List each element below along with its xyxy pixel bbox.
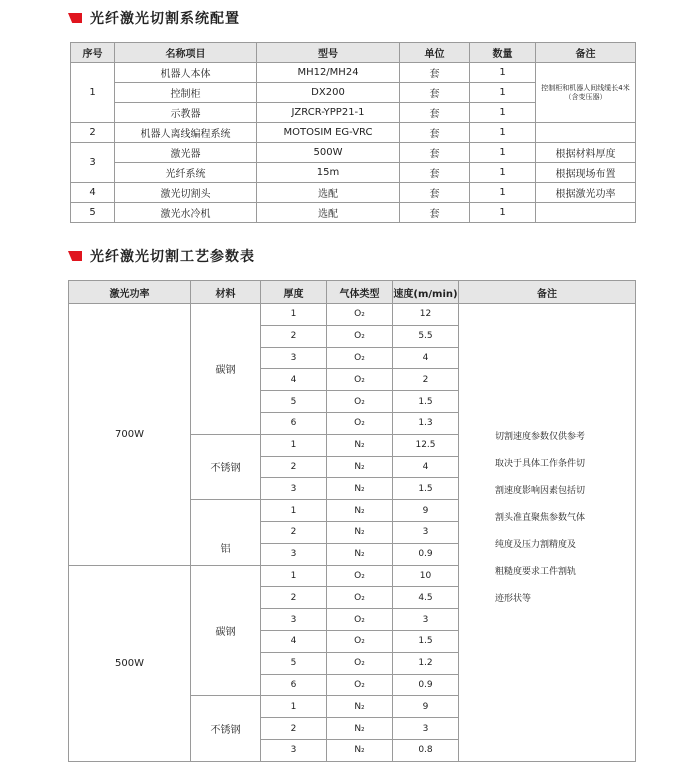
row-name: 机器人本体 — [115, 63, 257, 83]
row-qty: 1 — [470, 63, 536, 83]
cell-speed: 1.5 — [393, 391, 459, 413]
row-no: 5 — [71, 203, 115, 223]
cell-speed: 10 — [393, 565, 459, 587]
cell-gas: O₂ — [327, 347, 393, 369]
cell-thickness: 5 — [261, 391, 327, 413]
cell-speed: 0.9 — [393, 543, 459, 565]
cell-thickness: 6 — [261, 674, 327, 696]
cell-thickness: 1 — [261, 565, 327, 587]
remark-line: 粗糙度要求工件割轨 — [495, 567, 577, 577]
cell-speed: 1.2 — [393, 652, 459, 674]
note-line: （含变压器） — [564, 92, 607, 101]
config-title-text: 光纤激光切割系统配置 — [90, 11, 240, 27]
row-note: 根据激光功率 — [536, 183, 636, 203]
cell-thickness: 3 — [261, 347, 327, 369]
cell-gas: N₂ — [327, 739, 393, 761]
table-row — [71, 203, 636, 223]
row-name: 光纤系统 — [115, 163, 257, 183]
cell-thickness: 2 — [261, 456, 327, 478]
remark-line: 割头准直聚焦参数气体 — [495, 513, 586, 523]
material-stainless-500: 不锈钢 — [191, 696, 261, 761]
cell-speed: 0.9 — [393, 674, 459, 696]
row-note: 根据材料厚度 — [536, 143, 636, 163]
remark-line: 割速度影响因素包括切 — [495, 486, 586, 496]
header-unit: 单位 — [400, 43, 470, 63]
note-line: 控制柜和机器人间线缆长4米 — [541, 83, 630, 92]
cell-gas: O₂ — [327, 609, 393, 631]
cell-speed: 4.5 — [393, 587, 459, 609]
remark-cell — [459, 304, 636, 762]
cell-speed: 2 — [393, 369, 459, 391]
power-500: 500W — [69, 565, 191, 761]
header-speed: 速度(m/min) — [393, 281, 459, 304]
row-unit: 套 — [400, 63, 470, 83]
row-no: 2 — [71, 123, 115, 143]
config-table — [70, 42, 636, 223]
row-name: 机器人离线编程系统 — [115, 123, 257, 143]
header-remark: 备注 — [459, 281, 636, 304]
table-row — [71, 63, 636, 83]
row-note — [536, 63, 636, 123]
cell-speed: 4 — [393, 347, 459, 369]
table-row — [71, 183, 636, 203]
header-model: 型号 — [257, 43, 400, 63]
cell-speed: 12.5 — [393, 434, 459, 456]
row-model: 选配 — [257, 203, 400, 223]
remark-line: 取决于具体工作条件切 — [495, 459, 586, 469]
table-row — [71, 143, 636, 163]
row-note — [536, 123, 636, 143]
header-material: 材料 — [191, 281, 261, 304]
row-model: 15m — [257, 163, 400, 183]
process-title-text: 光纤激光切割工艺参数表 — [90, 249, 255, 265]
row-name: 控制柜 — [115, 83, 257, 103]
row-model: MOTOSIM EG-VRC — [257, 123, 400, 143]
row-qty: 1 — [470, 183, 536, 203]
row-model: JZRCR-YPP21-1 — [257, 103, 400, 123]
cell-thickness: 3 — [261, 543, 327, 565]
header-power: 激光功率 — [69, 281, 191, 304]
header-qty: 数量 — [470, 43, 536, 63]
material-stainless-700: 不锈钢 — [191, 434, 261, 499]
cell-thickness: 3 — [261, 609, 327, 631]
cell-thickness: 1 — [261, 434, 327, 456]
row-unit: 套 — [400, 183, 470, 203]
row-unit: 套 — [400, 103, 470, 123]
material-aluminum-label: 铝 — [220, 543, 231, 555]
cell-speed: 1.5 — [393, 478, 459, 500]
cell-gas: O₂ — [327, 652, 393, 674]
row-model: 500W — [257, 143, 400, 163]
cell-gas: O₂ — [327, 565, 393, 587]
material-aluminum-700 — [191, 500, 261, 565]
row-note: 根据现场布置 — [536, 163, 636, 183]
cell-gas: N₂ — [327, 521, 393, 543]
table-row — [69, 304, 636, 326]
cell-gas: N₂ — [327, 478, 393, 500]
row-name: 示教器 — [115, 103, 257, 123]
row-unit: 套 — [400, 203, 470, 223]
cell-gas: N₂ — [327, 718, 393, 740]
red-marker-icon — [68, 251, 82, 261]
row-qty: 1 — [470, 83, 536, 103]
process-header-row — [69, 281, 636, 304]
cell-gas: O₂ — [327, 304, 393, 326]
cell-gas: O₂ — [327, 412, 393, 434]
config-section-title — [68, 8, 240, 28]
red-marker-icon — [68, 13, 82, 23]
row-unit: 套 — [400, 123, 470, 143]
cell-speed: 1.3 — [393, 412, 459, 434]
cell-speed: 3 — [393, 718, 459, 740]
remark-line: 迹形状等 — [495, 594, 532, 604]
row-no: 1 — [71, 63, 115, 123]
row-qty: 1 — [470, 143, 536, 163]
cell-gas: N₂ — [327, 434, 393, 456]
process-table — [68, 280, 636, 762]
row-name: 激光器 — [115, 143, 257, 163]
cell-thickness: 3 — [261, 478, 327, 500]
cell-gas: O₂ — [327, 391, 393, 413]
row-no: 3 — [71, 143, 115, 183]
row-model: 选配 — [257, 183, 400, 203]
cell-speed: 9 — [393, 500, 459, 522]
row-qty: 1 — [470, 203, 536, 223]
cell-speed: 4 — [393, 456, 459, 478]
cell-speed: 9 — [393, 696, 459, 718]
cell-gas: N₂ — [327, 456, 393, 478]
cell-thickness: 1 — [261, 696, 327, 718]
cell-gas: O₂ — [327, 325, 393, 347]
cell-gas: O₂ — [327, 369, 393, 391]
remark-line: 纯度及压力割精度及 — [495, 540, 577, 550]
remark-line: 切割速度参数仅供参考 — [495, 432, 586, 442]
cell-thickness: 2 — [261, 325, 327, 347]
cell-thickness: 6 — [261, 412, 327, 434]
row-name: 激光水冷机 — [115, 203, 257, 223]
row-name: 激光切割头 — [115, 183, 257, 203]
cell-thickness: 1 — [261, 500, 327, 522]
header-thickness: 厚度 — [261, 281, 327, 304]
cell-speed: 12 — [393, 304, 459, 326]
row-qty: 1 — [470, 103, 536, 123]
header-note: 备注 — [536, 43, 636, 63]
cell-speed: 3 — [393, 521, 459, 543]
cell-thickness: 3 — [261, 739, 327, 761]
power-700: 700W — [69, 304, 191, 566]
cell-thickness: 4 — [261, 630, 327, 652]
cell-thickness: 2 — [261, 521, 327, 543]
cell-thickness: 4 — [261, 369, 327, 391]
material-carbon-700: 碳钢 — [191, 304, 261, 435]
row-model: DX200 — [257, 83, 400, 103]
header-name: 名称项目 — [115, 43, 257, 63]
row-unit: 套 — [400, 83, 470, 103]
config-header-row — [71, 43, 636, 63]
cell-speed: 0.8 — [393, 739, 459, 761]
row-qty: 1 — [470, 123, 536, 143]
process-section-title — [68, 246, 255, 266]
cell-speed: 3 — [393, 609, 459, 631]
material-carbon-500: 碳钢 — [191, 565, 261, 696]
cell-gas: O₂ — [327, 630, 393, 652]
header-gas: 气体类型 — [327, 281, 393, 304]
cell-gas: N₂ — [327, 500, 393, 522]
cell-speed: 5.5 — [393, 325, 459, 347]
cell-thickness: 5 — [261, 652, 327, 674]
row-model: MH12/MH24 — [257, 63, 400, 83]
cell-thickness: 2 — [261, 587, 327, 609]
table-row — [71, 123, 636, 143]
cell-thickness: 1 — [261, 304, 327, 326]
cell-gas: O₂ — [327, 674, 393, 696]
row-note — [536, 203, 636, 223]
row-qty: 1 — [470, 163, 536, 183]
row-unit: 套 — [400, 163, 470, 183]
cell-thickness: 2 — [261, 718, 327, 740]
cell-speed: 1.5 — [393, 630, 459, 652]
row-no: 4 — [71, 183, 115, 203]
cell-gas: N₂ — [327, 696, 393, 718]
cell-gas: N₂ — [327, 543, 393, 565]
header-no: 序号 — [71, 43, 115, 63]
table-row — [71, 163, 636, 183]
cell-gas: O₂ — [327, 587, 393, 609]
row-unit: 套 — [400, 143, 470, 163]
